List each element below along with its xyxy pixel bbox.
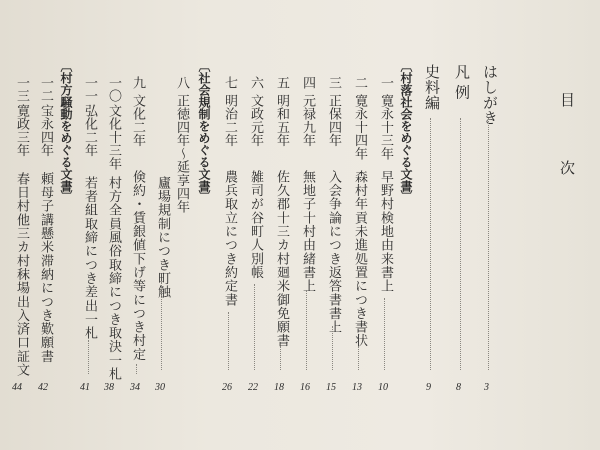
entry-era: 寛永十三年 xyxy=(378,94,393,161)
entry-page: 13 xyxy=(352,382,362,393)
entry-number: 七 xyxy=(222,76,237,89)
intro-page-shiryohen: 9 xyxy=(426,382,431,393)
entry-page: 41 xyxy=(80,382,90,393)
section-heading: 社会規制をめぐる文書 xyxy=(197,72,211,192)
entry-era: 正徳四年～延享四年 xyxy=(174,94,189,214)
entry-era: 明和五年 xyxy=(274,94,289,148)
entry-leader xyxy=(136,364,137,374)
entry-era: 宝永四年 xyxy=(38,104,53,158)
intro-page-hanrei: 8 xyxy=(456,382,461,393)
entry-era: 文化十三年 xyxy=(106,104,121,171)
entry-number: 一一 xyxy=(82,76,97,102)
entry-number: 四 xyxy=(300,76,315,89)
entry-page: 10 xyxy=(378,382,388,393)
intro-leader xyxy=(460,118,461,370)
entry-title: 頼母子講懸米滞納につき歎願書 xyxy=(38,172,53,364)
intro-label-hashigaki: はしがき xyxy=(481,64,499,126)
entry-title: 佐久郡十三カ村廻米御免願書 xyxy=(274,170,289,348)
intro-leader xyxy=(488,118,489,370)
entry-leader xyxy=(88,340,89,374)
entry-number: 一二 xyxy=(38,76,53,102)
intro-label-hanrei: 凡 例 xyxy=(453,64,471,100)
entry-page: 15 xyxy=(326,382,336,393)
entry-page: 38 xyxy=(104,382,114,393)
entry-page: 16 xyxy=(300,382,310,393)
section-heading: 村方騒動をめぐる文書 xyxy=(59,72,73,192)
entry-number: 五 xyxy=(274,76,289,89)
entry-era: 寛永十四年 xyxy=(352,94,367,161)
intro-leader xyxy=(430,118,431,370)
entry-era: 文政元年 xyxy=(248,94,263,148)
entry-number: 一三 xyxy=(14,76,29,102)
intro-label-shiryohen: 史料編 xyxy=(423,64,441,110)
entry-number: 二 xyxy=(352,76,367,89)
entry-title: 雑司が谷町人別帳 xyxy=(248,170,263,280)
entry-page: 22 xyxy=(248,382,258,393)
entry-era: 正保四年 xyxy=(326,94,341,148)
entry-title: 農兵取立につき約定書 xyxy=(222,170,237,307)
entry-number: 九 xyxy=(130,76,145,89)
page-title: 目 次 xyxy=(558,92,576,199)
entry-title: 森村年貢未進処置につき書状 xyxy=(352,170,367,348)
entry-title: 若者組取締につき差出一札 xyxy=(82,176,97,340)
entry-number: 一 xyxy=(378,76,393,89)
entry-leader xyxy=(306,290,307,370)
entry-title: 入会争論につき返答書書上 xyxy=(326,170,341,334)
entry-title: 早野村検地由来書上 xyxy=(378,170,393,293)
entry-number: 一〇 xyxy=(106,76,121,102)
entry-page: 42 xyxy=(38,382,48,393)
entry-number: 三 xyxy=(326,76,341,89)
entry-leader xyxy=(332,326,333,370)
entry-page: 26 xyxy=(222,382,232,393)
entry-page: 34 xyxy=(130,382,140,393)
entry-title: 村方全員風俗取締につき取決一札 xyxy=(106,176,121,381)
entry-leader xyxy=(384,298,385,370)
entry-era: 弘化二年 xyxy=(82,104,97,158)
entry-title: 廬場規制につき町触 xyxy=(155,176,170,299)
book-page: 目 次 はしがき 3 凡 例 8 史料編 9 ︹ 村落社会をめぐる文書 ︺ 一 寛永十三年 早野村検地由来書上 10 二 寛永十四年 森村年貢未進処置につき書状 13 三 正保四年 入会争論につき返答書書上 15 四 元禄九年 無地子十村由緒書上 16 五 明和五年 佐久郡十三カ村廻米御免願書 18 六 文政元年 雑司が谷町人別帳 22 七 明治二年 農兵取立につき約定書 26 ︹ 社会規制をめぐる文書 ︺ 八 正徳四年～延享四年 廬場規制につき町触 30 九 文化二年 倹約・賃銀値下げ等につき村定 34 一〇 文化十三年 村方全員風俗取締につき取決一札 38 一一 弘化二年 若者組取締につき差出一札 41 ︹ 村方騒動をめぐる文書 ︺ 一二 宝永四年 頼母子講懸米滞納につき歎願書 42 一三 寛政三年 春日村他三カ村秣場出入済口証文 44 xyxy=(0,0,600,450)
entry-leader xyxy=(254,284,255,370)
entry-leader xyxy=(161,282,162,370)
entry-leader xyxy=(228,312,229,370)
entry-era: 文化二年 xyxy=(130,94,145,148)
entry-era: 明治二年 xyxy=(222,94,237,148)
entry-title: 倹約・賃銀値下げ等につき村定 xyxy=(130,170,145,362)
entry-title: 無地子十村由緒書上 xyxy=(300,170,315,293)
entry-era: 元禄九年 xyxy=(300,94,315,148)
intro-page-hashigaki: 3 xyxy=(484,382,489,393)
entry-number: 八 xyxy=(174,76,189,89)
entry-page: 44 xyxy=(12,382,22,393)
section-heading: 村落社会をめぐる文書 xyxy=(399,72,413,192)
entry-leader xyxy=(280,346,281,370)
entry-page: 18 xyxy=(274,382,284,393)
entry-page: 30 xyxy=(155,382,165,393)
entry-era: 寛政三年 xyxy=(14,104,29,158)
entry-number: 六 xyxy=(248,76,263,89)
entry-title: 春日村他三カ村秣場出入済口証文 xyxy=(14,172,29,377)
entry-leader xyxy=(358,346,359,370)
